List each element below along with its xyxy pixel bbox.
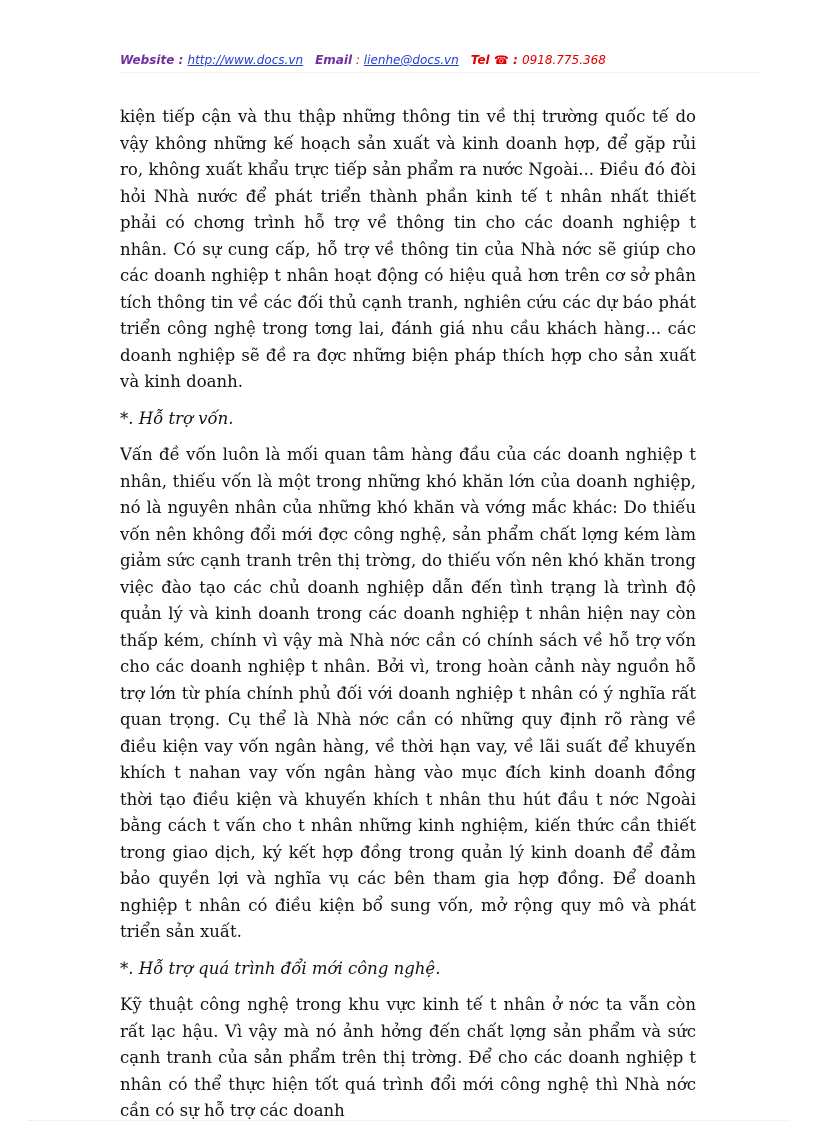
tel-value: 0918.775.368 xyxy=(521,53,606,67)
paragraph-capital-support: Vấn đề vốn luôn là mối quan tâm hàng đầu của các doanh nghiệp t nhân, thiếu vốn là một trong những khó khăn lớn của doanh nghiệp, nó là nguyên nhân của những khó khăn và vớng mắc khác: Do thiếu vốn nên không đổi mới đợc công nghệ, sản phẩm chất lợng kém làm giảm sức cạnh tranh trên thị trờng, do thiếu vốn nên khó khăn trong việc đào tạo các chủ doanh nghiệp dẫn đến tình trạng là trình độ quản lý và kinh doanh trong các doanh nghiệp t nhân hiện nay còn thấp kém, chính vì vậy mà Nhà nớc cần có chính sách về hỗ trợ vốn cho các doanh nghiệp t nhân. Bởi vì, trong hoàn cảnh này nguồn hỗ trợ lớn từ phía chính phủ đối với doanh nghiệp t nhân có ý nghĩa rất quan trọng. Cụ thể là Nhà nớc cần có những quy định rõ ràng về điều kiện vay vốn ngân hàng, về thời hạn vay, về lãi suất để khuyến khích t nahan vay vốn ngân hàng vào mục đích kinh doanh đồng thời tạo điều kiện và khuyến khích t nhân thu hút đầu t nớc Ngoài bằng cách t vấn cho t nhân những kinh nghiệm, kiến thức cần thiết trong giao dịch, ký kết hợp đồng trong quản lý kinh doanh để đảm bảo quyền lợi và nghĩa vụ các bên tham gia hợp đồng. Để doanh nghiệp t nhân có điều kiện bổ sung vốn, mở rộng quy mô và phát triển sản xuất. xyxy=(120,445,696,941)
paragraph-technology-support: Kỹ thuật công nghệ trong khu vực kinh tế t nhân ở nớc ta vẫn còn rất lạc hậu. Vì vậy mà nó ảnh hởng đến chất lợng sản phẩm và sức cạnh tranh của sản phẩm trên thị trờng. Để cho các doanh nghiệp t nhân có thể thực hiện tốt quá trình đổi mới công nghệ thì Nhà nớc cần có sự hỗ trợ các doanh xyxy=(120,995,696,1120)
section-heading-capital-support: *. Hỗ trợ vốn. xyxy=(120,408,234,428)
email-separator: : xyxy=(352,53,364,67)
website-label: Website : xyxy=(120,53,188,67)
section-heading-technology-support: *. Hỗ trợ quá trình đổi mới công nghệ. xyxy=(120,958,441,978)
website-link[interactable]: http://www.docs.vn xyxy=(187,53,304,67)
footer-divider xyxy=(28,1120,788,1121)
email-link[interactable]: lienhe@docs.vn xyxy=(363,53,459,67)
document-body xyxy=(120,104,696,1135)
page-header xyxy=(120,50,760,73)
paragraph-info-support: kiện tiếp cận và thu thập những thông tin về thị trường quốc tế do vậy không những kế hoạch sản xuất và kinh doanh hợp, để gặp rủi ro, không xuất khẩu trực tiếp sản phẩm ra nước Ngoài... Điều đó đòi hỏi Nhà nước để phát triển thành phần kinh tế t nhân nhất thiết phải có chơng trình hỗ trợ về thông tin cho các doanh nghiệp t nhân. Có sự cung cấp, hỗ trợ về thông tin của Nhà nớc sẽ giúp cho các doanh nghiệp t nhân hoạt động có hiệu quả hơn trên cơ sở phân tích thông tin về các đối thủ cạnh tranh, nghiên cứu các dự báo phát triển công nghệ trong tơng lai, đánh giá nhu cầu khách hàng... các doanh nghiệp sẽ đề ra đợc những biện pháp thích hợp cho sản xuất và kinh doanh. xyxy=(120,107,696,391)
tel-label: Tel ☎ : xyxy=(470,53,522,67)
email-label: Email xyxy=(315,53,353,67)
